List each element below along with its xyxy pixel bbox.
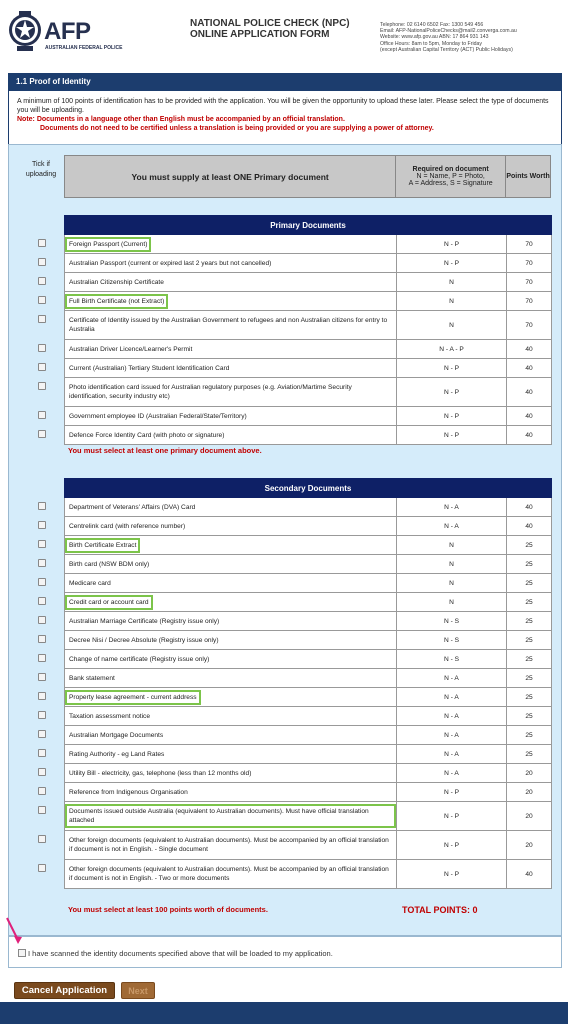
points-value: 25 — [507, 555, 552, 574]
required-fields: N - A — [397, 745, 507, 764]
points-value: 70 — [507, 235, 552, 254]
primary-row — [65, 311, 552, 340]
primary-document-checkbox[interactable] — [38, 239, 46, 247]
section-intro: A minimum of 100 points of identification has to be provided with the application. You will be given the opportunity to upload these later. Please select the type of documents you will be uploading. Note: Documents in a language other than English must be accompanied by an official translation. Documents do not need to be certified unless a translation is being provided or you are supplying a power of attorney. — [8, 91, 562, 144]
required-fields: N - S — [397, 631, 507, 650]
points-value: 40 — [507, 517, 552, 536]
document-name: Department of Veterans' Affairs (DVA) Card — [65, 498, 397, 517]
points-value: 25 — [507, 726, 552, 745]
secondary-document-checkbox[interactable] — [38, 597, 46, 605]
points-value: 70 — [507, 292, 552, 311]
required-fields: N - S — [397, 650, 507, 669]
secondary-row — [65, 860, 552, 889]
required-fields: N - P — [397, 407, 507, 426]
points-value: 25 — [507, 536, 552, 555]
points-value: 40 — [507, 498, 552, 517]
secondary-row — [65, 631, 552, 650]
logo-text: AFP — [44, 18, 91, 45]
secondary-document-checkbox[interactable] — [38, 711, 46, 719]
cancel-application-button[interactable]: Cancel Application — [14, 982, 115, 999]
secondary-document-checkbox[interactable] — [38, 787, 46, 795]
primary-row — [65, 378, 552, 407]
required-fields: N - A — [397, 764, 507, 783]
section-title: 1.1 Proof of Identity — [8, 73, 562, 91]
required-fields: N - A — [397, 517, 507, 536]
secondary-document-checkbox[interactable] — [38, 635, 46, 643]
required-fields: N — [397, 311, 507, 340]
points-warning: You must select at least 100 points worth of documents. — [68, 905, 268, 914]
required-fields: N - P — [397, 831, 507, 860]
required-fields: N - P — [397, 235, 507, 254]
primary-row — [65, 426, 552, 445]
pointer-arrow-icon — [5, 916, 25, 946]
primary-row — [65, 254, 552, 273]
document-name: Defence Force Identity Card (with photo or signature) — [65, 426, 397, 445]
points-value: 70 — [507, 311, 552, 340]
points-value: 25 — [507, 707, 552, 726]
document-name: Credit card or account card — [65, 593, 397, 612]
required-fields: N - P — [397, 860, 507, 889]
document-name: Other foreign documents (equivalent to Australian documents). Must be accompanied by an official translation if document is not in English. - Two or more documents — [65, 860, 397, 889]
primary-document-checkbox[interactable] — [38, 296, 46, 304]
secondary-row — [65, 498, 552, 517]
secondary-document-checkbox[interactable] — [38, 730, 46, 738]
required-fields: N - A - P — [397, 340, 507, 359]
secondary-document-checkbox[interactable] — [38, 654, 46, 662]
secondary-row — [65, 593, 552, 612]
primary-document-checkbox[interactable] — [38, 315, 46, 323]
required-fields: N - P — [397, 426, 507, 445]
points-value: 25 — [507, 669, 552, 688]
afp-crest-icon — [5, 8, 45, 54]
secondary-row — [65, 764, 552, 783]
secondary-row — [65, 650, 552, 669]
primary-row — [65, 359, 552, 378]
required-fields: N - P — [397, 254, 507, 273]
primary-title: Primary Documents — [65, 216, 552, 235]
required-fields: N - A — [397, 688, 507, 707]
document-name: Taxation assessment notice — [65, 707, 397, 726]
secondary-row — [65, 783, 552, 802]
requirements-header — [64, 155, 551, 198]
primary-row — [65, 235, 552, 254]
points-header: Points Worth — [506, 156, 551, 198]
secondary-row — [65, 688, 552, 707]
document-name: Utility Bill - electricity, gas, telephone (less than 12 months old) — [65, 764, 397, 783]
secondary-row — [65, 517, 552, 536]
document-name: Certificate of Identity issued by the Australian Government to refugees and non Australian citizens for entry to Australia — [65, 311, 397, 340]
document-name: Birth Certificate Extract — [65, 536, 397, 555]
logo-subtitle: AUSTRALIAN FEDERAL POLICE — [45, 45, 123, 51]
document-name: Australian Passport (current or expired last 2 years but not cancelled) — [65, 254, 397, 273]
secondary-row — [65, 726, 552, 745]
document-name: Australian Marriage Certificate (Registry issue only) — [65, 612, 397, 631]
primary-documents-table — [64, 215, 552, 445]
secondary-row — [65, 555, 552, 574]
points-value: 25 — [507, 631, 552, 650]
points-value: 40 — [507, 378, 552, 407]
primary-row — [65, 340, 552, 359]
secondary-document-checkbox[interactable] — [38, 502, 46, 510]
secondary-row — [65, 745, 552, 764]
points-value: 25 — [507, 612, 552, 631]
document-name: Photo identification card issued for Australian regulatory purposes (e.g. Aviation/Martime Security identification, security industry etc) — [65, 378, 397, 407]
document-name: Foreign Passport (Current) — [65, 235, 397, 254]
secondary-document-checkbox[interactable] — [38, 673, 46, 681]
primary-document-checkbox[interactable] — [38, 382, 46, 390]
primary-warning: You must select at least one primary document above. — [68, 446, 262, 455]
secondary-document-checkbox[interactable] — [38, 749, 46, 757]
primary-document-checkbox[interactable] — [38, 411, 46, 419]
document-name: Australian Citizenship Certificate — [65, 273, 397, 292]
secondary-row — [65, 802, 552, 831]
secondary-row — [65, 612, 552, 631]
secondary-document-checkbox[interactable] — [38, 864, 46, 872]
secondary-row — [65, 707, 552, 726]
required-fields: N — [397, 593, 507, 612]
points-value: 40 — [507, 340, 552, 359]
secondary-document-checkbox[interactable] — [38, 806, 46, 814]
secondary-documents-table — [64, 478, 552, 889]
required-fields: N - A — [397, 726, 507, 745]
document-name: Bank statement — [65, 669, 397, 688]
primary-document-checkbox[interactable] — [38, 258, 46, 266]
document-name: Current (Australian) Tertiary Student Identification Card — [65, 359, 397, 378]
tick-column-label: Tick if uploading — [25, 161, 57, 178]
document-name: Australian Driver Licence/Learner's Permit — [65, 340, 397, 359]
points-value: 25 — [507, 745, 552, 764]
required-fields: N — [397, 536, 507, 555]
required-fields: N - P — [397, 783, 507, 802]
secondary-document-checkbox[interactable] — [38, 616, 46, 624]
footer-bar — [0, 1002, 568, 1024]
confirm-checkbox[interactable] — [18, 949, 26, 957]
document-name: Other foreign documents (equivalent to Australian documents). Must be accompanied by an official translation if document is not in English. - Single document — [65, 831, 397, 860]
required-fields: N - P — [397, 378, 507, 407]
contact-info: Telephone: 02 6140 6502 Fax: 1300 549 456 Email: AFP-NationalPoliceChecks@mail2.converga.com.au Website: www.afp.gov.au ABN: 17 864 931 143 Office Hours: 8am to 5pm, Monday to Friday (except Australian Capital Territory (ACT) Public Holidays) — [380, 22, 517, 53]
points-value: 25 — [507, 650, 552, 669]
required-legend: Required on document N = Name, P = Photo, A = Address, S = Signature — [396, 156, 506, 198]
points-value: 20 — [507, 783, 552, 802]
secondary-row — [65, 536, 552, 555]
secondary-document-checkbox[interactable] — [38, 521, 46, 529]
document-name: Property lease agreement - current address — [65, 688, 397, 707]
document-name: Rating Authority - eg Land Rates — [65, 745, 397, 764]
required-fields: N - P — [397, 802, 507, 831]
required-fields: N - A — [397, 498, 507, 517]
secondary-row — [65, 669, 552, 688]
required-fields: N - P — [397, 359, 507, 378]
secondary-row — [65, 831, 552, 860]
points-value: 40 — [507, 860, 552, 889]
primary-document-checkbox[interactable] — [38, 363, 46, 371]
secondary-document-checkbox[interactable] — [38, 540, 46, 548]
secondary-document-checkbox[interactable] — [38, 835, 46, 843]
required-fields: N — [397, 273, 507, 292]
required-fields: N - A — [397, 669, 507, 688]
document-name: Government employee ID (Australian Federal/State/Territory) — [65, 407, 397, 426]
secondary-document-checkbox[interactable] — [38, 692, 46, 700]
points-value: 20 — [507, 764, 552, 783]
secondary-row — [65, 574, 552, 593]
confirm-label: I have scanned the identity documents specified above that will be loaded to my application. — [28, 949, 333, 958]
points-value: 40 — [507, 426, 552, 445]
required-fields: N - S — [397, 612, 507, 631]
points-value: 40 — [507, 359, 552, 378]
points-value: 20 — [507, 831, 552, 860]
primary-requirement: You must supply at least ONE Primary document — [65, 156, 396, 198]
secondary-document-checkbox[interactable] — [38, 768, 46, 776]
document-name: Full Birth Certificate (not Extract) — [65, 292, 397, 311]
document-name: Decree Nisi / Decree Absolute (Registry issue only) — [65, 631, 397, 650]
required-fields: N — [397, 574, 507, 593]
points-value: 25 — [507, 574, 552, 593]
primary-row — [65, 273, 552, 292]
document-name: Birth card (NSW BDM only) — [65, 555, 397, 574]
secondary-title: Secondary Documents — [65, 479, 552, 498]
primary-document-checkbox[interactable] — [38, 344, 46, 352]
page-title: NATIONAL POLICE CHECK (NPC) ONLINE APPLICATION FORM — [190, 18, 350, 40]
primary-document-checkbox[interactable] — [38, 277, 46, 285]
required-fields: N — [397, 555, 507, 574]
points-value: 70 — [507, 254, 552, 273]
total-points: TOTAL POINTS: 0 — [402, 905, 478, 915]
secondary-document-checkbox[interactable] — [38, 559, 46, 567]
document-name: Medicare card — [65, 574, 397, 593]
page-header — [0, 0, 568, 72]
required-fields: N — [397, 292, 507, 311]
primary-document-checkbox[interactable] — [38, 430, 46, 438]
document-name: Australian Mortgage Documents — [65, 726, 397, 745]
points-value: 25 — [507, 593, 552, 612]
document-name: Documents issued outside Australia (equivalent to Australian documents). Must have official translation attached — [65, 802, 397, 831]
points-value: 20 — [507, 802, 552, 831]
primary-row — [65, 292, 552, 311]
points-value: 40 — [507, 407, 552, 426]
required-fields: N - A — [397, 707, 507, 726]
points-value: 70 — [507, 273, 552, 292]
document-name: Change of name certificate (Registry issue only) — [65, 650, 397, 669]
secondary-document-checkbox[interactable] — [38, 578, 46, 586]
primary-row — [65, 407, 552, 426]
document-name: Reference from Indigenous Organisation — [65, 783, 397, 802]
next-button[interactable]: Next — [121, 982, 155, 999]
points-value: 25 — [507, 688, 552, 707]
document-name: Centrelink card (with reference number) — [65, 517, 397, 536]
